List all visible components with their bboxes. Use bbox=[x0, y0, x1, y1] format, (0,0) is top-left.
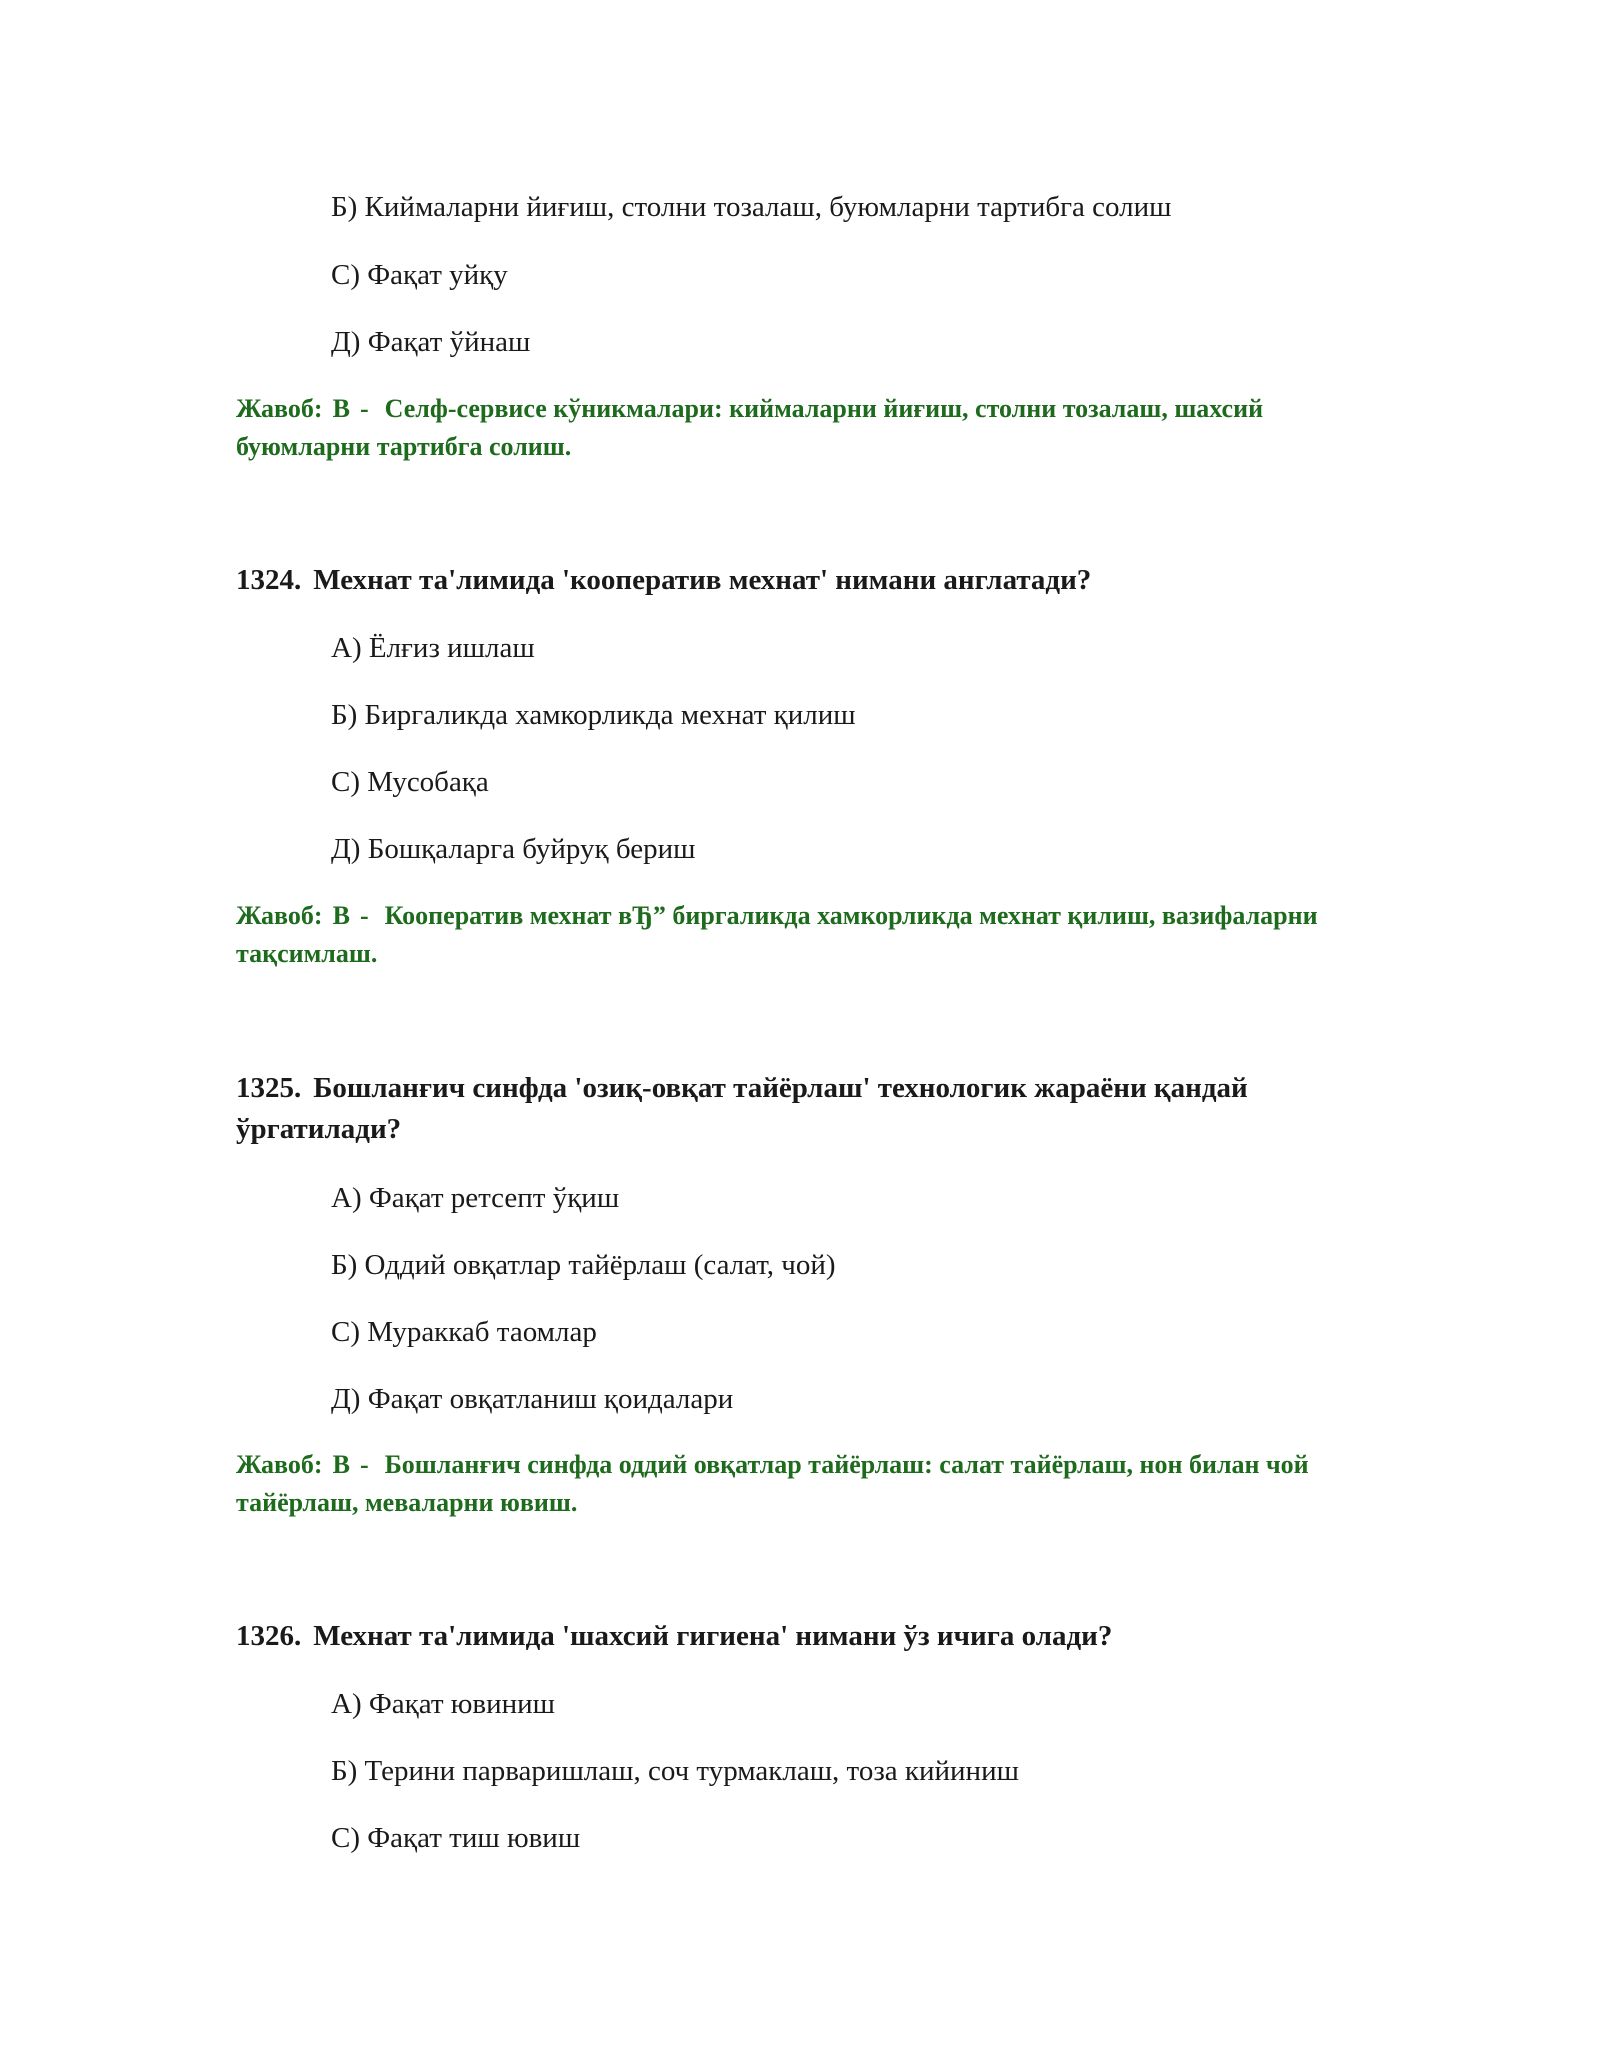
option-c: С) Мураккаб таомлар bbox=[331, 1316, 597, 1348]
option-b: Б) Терини парваришлаш, соч турмаклаш, тоза кийиниш bbox=[331, 1755, 1019, 1787]
answer-letter: B bbox=[332, 394, 350, 423]
answer-dash: - bbox=[359, 1450, 369, 1479]
answer-block bbox=[236, 1446, 1366, 1522]
answer-block bbox=[236, 897, 1366, 973]
answer-letter: B bbox=[332, 901, 350, 930]
option-b: Б) Оддий овқатлар тайёрлаш (салат, чой) bbox=[331, 1249, 836, 1281]
option-c: С) Мусобақа bbox=[331, 766, 489, 798]
answer-text: Бошланғич синфда оддий овқатлар тайёрлаш: салат тайёрлаш, нон билан чой тайёрлаш, меваларни ювиш. bbox=[236, 1450, 1309, 1517]
question-text: Бошланғич синфда 'озиқ-овқат тайёрлаш' технологик жараёни қандай ўргатилади? bbox=[236, 1072, 1248, 1145]
option-d: Д) Фақат ўйнаш bbox=[331, 326, 531, 358]
option-b: Б) Киймаларни йиғиш, столни тозалаш, буюмларни тартибга солиш bbox=[331, 191, 1172, 223]
question-number: 1326. bbox=[236, 1620, 302, 1652]
answer-label: Жавоб: bbox=[236, 394, 323, 423]
question-1324 bbox=[236, 560, 1386, 601]
question-text: Мехнат та'лимида 'кооператив мехнат' нимани англатади? bbox=[313, 564, 1092, 596]
answer-text: Кооператив мехнат вЂ” биргаликда хамкорликда мехнат қилиш, вазифаларни тақсимлаш. bbox=[236, 901, 1318, 968]
answer-label: Жавоб: bbox=[236, 901, 323, 930]
question-text: Мехнат та'лимида 'шахсий гигиена' нимани ўз ичига олади? bbox=[313, 1620, 1113, 1652]
answer-dash: - bbox=[359, 394, 369, 423]
option-a: А) Ёлғиз ишлаш bbox=[331, 632, 535, 664]
option-a: А) Фақат ювиниш bbox=[331, 1688, 556, 1720]
question-1326 bbox=[236, 1616, 1386, 1657]
option-b: Б) Биргаликда хамкорликда мехнат қилиш bbox=[331, 699, 856, 731]
option-d: Д) Фақат овқатланиш қоидалари bbox=[331, 1383, 734, 1415]
option-d: Д) Бошқаларга буйруқ бериш bbox=[331, 833, 696, 865]
answer-text: Селф-сервисе кўникмалари: киймаларни йиғиш, столни тозалаш, шахсий буюмларни тартибга солиш. bbox=[236, 394, 1264, 461]
answer-label: Жавоб: bbox=[236, 1450, 323, 1479]
question-number: 1324. bbox=[236, 564, 302, 596]
answer-block bbox=[236, 390, 1366, 466]
option-c: С) Фақат тиш ювиш bbox=[331, 1822, 581, 1854]
option-a: А) Фақат ретсепт ўқиш bbox=[331, 1182, 620, 1214]
question-number: 1325. bbox=[236, 1072, 302, 1104]
option-c: С) Фақат уйқу bbox=[331, 259, 508, 291]
answer-letter: B bbox=[332, 1450, 350, 1479]
question-1325 bbox=[236, 1068, 1386, 1150]
answer-dash: - bbox=[359, 901, 369, 930]
